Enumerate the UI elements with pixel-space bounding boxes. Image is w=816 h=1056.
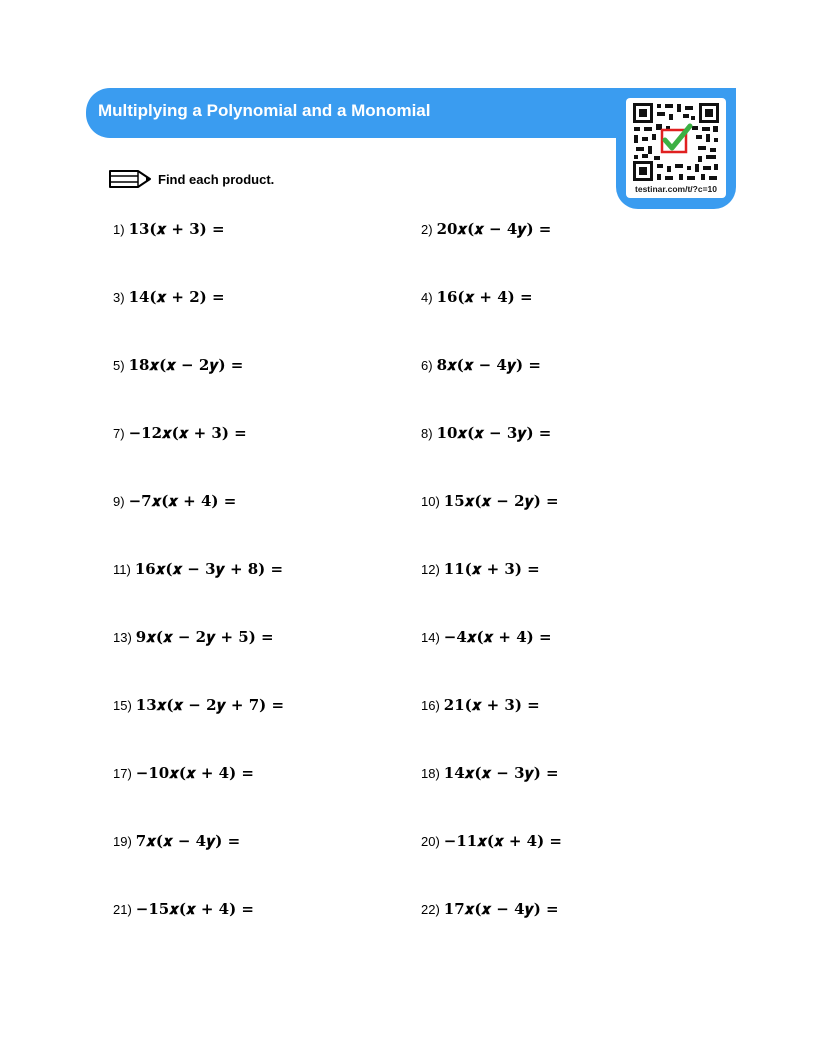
problem-expression: −12𝒙(𝒙 + 3) = [128, 424, 247, 442]
problem-item [113, 832, 240, 854]
problem-item [421, 628, 552, 650]
problem-number: 6) [421, 358, 433, 373]
problem-item [421, 560, 540, 582]
qr-code-icon [632, 102, 720, 182]
problem-expression: 17𝒙(𝒙 − 4𝒚) = [443, 900, 559, 918]
problem-item [421, 696, 540, 718]
problem-expression: 14𝒙(𝒙 − 3𝒚) = [443, 764, 559, 782]
problem-number: 14) [421, 630, 440, 645]
problem-expression: 20𝒙(𝒙 − 4𝒚) = [436, 220, 552, 238]
problem-number: 11) [113, 562, 131, 577]
problem-item [421, 288, 533, 310]
problem-expression: −11𝒙(𝒙 + 4) = [443, 832, 562, 850]
problem-number: 15) [113, 698, 132, 713]
problem-number: 16) [421, 698, 440, 713]
problem-expression: 15𝒙(𝒙 − 2𝒚) = [443, 492, 559, 510]
problem-number: 22) [421, 902, 440, 917]
problem-expression: 10𝒙(𝒙 − 3𝒚) = [436, 424, 552, 442]
problem-expression: 13(𝒙 + 3) = [128, 220, 225, 238]
problem-number: 13) [113, 630, 132, 645]
problem-item [421, 764, 559, 786]
problem-expression: 11(𝒙 + 3) = [443, 560, 540, 578]
problem-expression: 8𝒙(𝒙 − 4𝒚) = [436, 356, 541, 374]
problem-number: 5) [113, 358, 125, 373]
problem-item [113, 424, 247, 446]
problem-number: 10) [421, 494, 440, 509]
problem-item [421, 900, 559, 922]
problem-item [421, 424, 551, 446]
problem-expression: 9𝒙(𝒙 − 2𝒚 + 5) = [135, 628, 274, 646]
problem-number: 12) [421, 562, 440, 577]
problem-number: 2) [421, 222, 433, 237]
qr-panel [616, 88, 736, 209]
problem-item [113, 220, 225, 242]
problem-number: 4) [421, 290, 433, 305]
problem-item [421, 832, 562, 854]
problem-expression: −15𝒙(𝒙 + 4) = [135, 900, 254, 918]
problem-number: 19) [113, 834, 132, 849]
problem-number: 9) [113, 494, 125, 509]
problem-expression: −4𝒙(𝒙 + 4) = [443, 628, 552, 646]
problem-number: 7) [113, 426, 125, 441]
problem-expression: 7𝒙(𝒙 − 4𝒚) = [135, 832, 241, 850]
problem-expression: 16(𝒙 + 4) = [436, 288, 533, 306]
instruction-text: Find each product. [158, 172, 275, 187]
problem-number: 18) [421, 766, 440, 781]
problem-item [113, 900, 254, 922]
problem-expression: −7𝒙(𝒙 + 4) = [128, 492, 237, 510]
problem-expression: 16𝒙(𝒙 − 3𝒚 + 8) = [134, 560, 284, 578]
problem-number: 1) [113, 222, 125, 237]
problem-expression: −10𝒙(𝒙 + 4) = [135, 764, 254, 782]
problem-expression: 14(𝒙 + 2) = [128, 288, 225, 306]
page-title: Multiplying a Polynomial and a Monomial [98, 101, 431, 120]
pencil-icon [108, 168, 152, 190]
problem-item [421, 492, 559, 514]
problem-item [113, 492, 236, 514]
problem-number: 20) [421, 834, 440, 849]
problem-expression: 18𝒙(𝒙 − 2𝒚) = [128, 356, 244, 374]
problem-number: 8) [421, 426, 433, 441]
problem-item [113, 696, 284, 718]
problem-number: 3) [113, 290, 125, 305]
problem-item [113, 628, 274, 650]
problem-item [113, 560, 283, 582]
problem-item [421, 220, 551, 242]
problem-item [113, 356, 243, 378]
problem-expression: 13𝒙(𝒙 − 2𝒚 + 7) = [135, 696, 285, 714]
problem-item [421, 356, 541, 378]
qr-code[interactable] [626, 98, 726, 198]
qr-url[interactable]: testinar.com/t/?c=10 [635, 184, 717, 194]
problem-number: 21) [113, 902, 132, 917]
problem-number: 17) [113, 766, 132, 781]
problem-item [113, 288, 225, 310]
problem-item [113, 764, 254, 786]
problem-expression: 21(𝒙 + 3) = [443, 696, 540, 714]
